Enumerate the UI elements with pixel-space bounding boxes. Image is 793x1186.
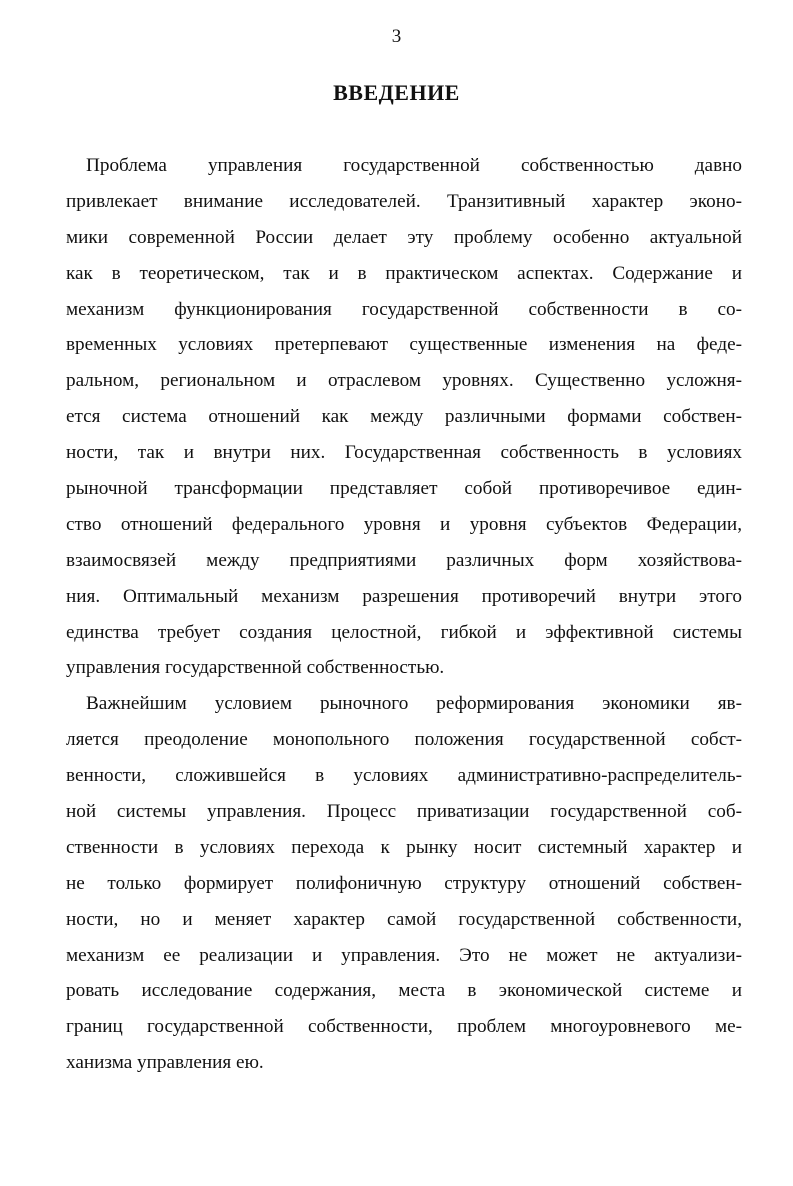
page-title: ВВЕДЕНИЕ (333, 80, 460, 105)
paragraph-2-line: ственности в условиях перехода к рынку носит системный характер и (66, 836, 742, 858)
paragraph-1-line: ство отношений федерального уровня и уровня субъектов Федерации, (66, 513, 742, 535)
paragraph-2-line: не только формирует полифоничную структуру отношений собствен- (66, 872, 742, 894)
page-number: 3 (391, 26, 402, 47)
paragraph-2-line: ровать исследование содержания, места в экономической системе и (66, 980, 742, 1002)
paragraph-2-line: Важнейшим условием рыночного реформирования экономики яв- (86, 693, 742, 715)
paragraph-1-line: временных условиях претерпевают существенные изменения на феде- (66, 334, 742, 356)
paragraph-1-line: взаимосвязей между предприятиями различных форм хозяйствова- (66, 549, 742, 571)
paragraph-1-line: рыночной трансформации представляет собой противоречивое един- (66, 478, 742, 500)
paragraph-1-line: привлекает внимание исследователей. Транзитивный характер эконо- (66, 190, 742, 212)
paragraph-1-line: ральном, региональном и отраслевом уровнях. Существенно усложня- (66, 370, 742, 392)
paragraph-1-line: единства требует создания целостной, гибкой и эффективной системы (66, 621, 742, 643)
paragraph-2-line: ляется преодоление монопольного положения государственной собст- (66, 729, 742, 751)
paragraph-1-line: механизм функционирования государственной собственности в со- (66, 298, 742, 320)
paragraph-2-line: ной системы управления. Процесс приватизации государственной соб- (66, 801, 742, 823)
paragraph-1-line: управления государственной собственностью. (66, 657, 445, 679)
paragraph-1-line: ется система отношений как между различными формами собствен- (66, 406, 742, 428)
paragraph-1-line: мики современной России делает эту проблему особенно актуальной (66, 226, 742, 248)
paragraph-1-line: ности, так и внутри них. Государственная собственность в условиях (66, 442, 742, 464)
paragraph-2-line: механизм ее реализации и управления. Это не может не актуализи- (66, 944, 742, 966)
paragraph-1-line: ния. Оптимальный механизм разрешения противоречий внутри этого (66, 585, 742, 607)
paragraph-1-line: Проблема управления государственной собственностью давно (86, 155, 742, 176)
paragraph-2-line: венности, сложившейся в условиях административно-распределитель- (66, 765, 742, 787)
paragraph-2-line: границ государственной собственности, проблем многоуровневого ме- (66, 1016, 742, 1038)
paragraph-2-line: ханизма управления ею. (66, 1052, 264, 1074)
paragraph-2-line: ности, но и меняет характер самой государственной собственности, (66, 908, 742, 930)
body-text (66, 148, 742, 1081)
paragraph-1-line: как в теоретическом, так и в практическом аспектах. Содержание и (66, 262, 742, 284)
